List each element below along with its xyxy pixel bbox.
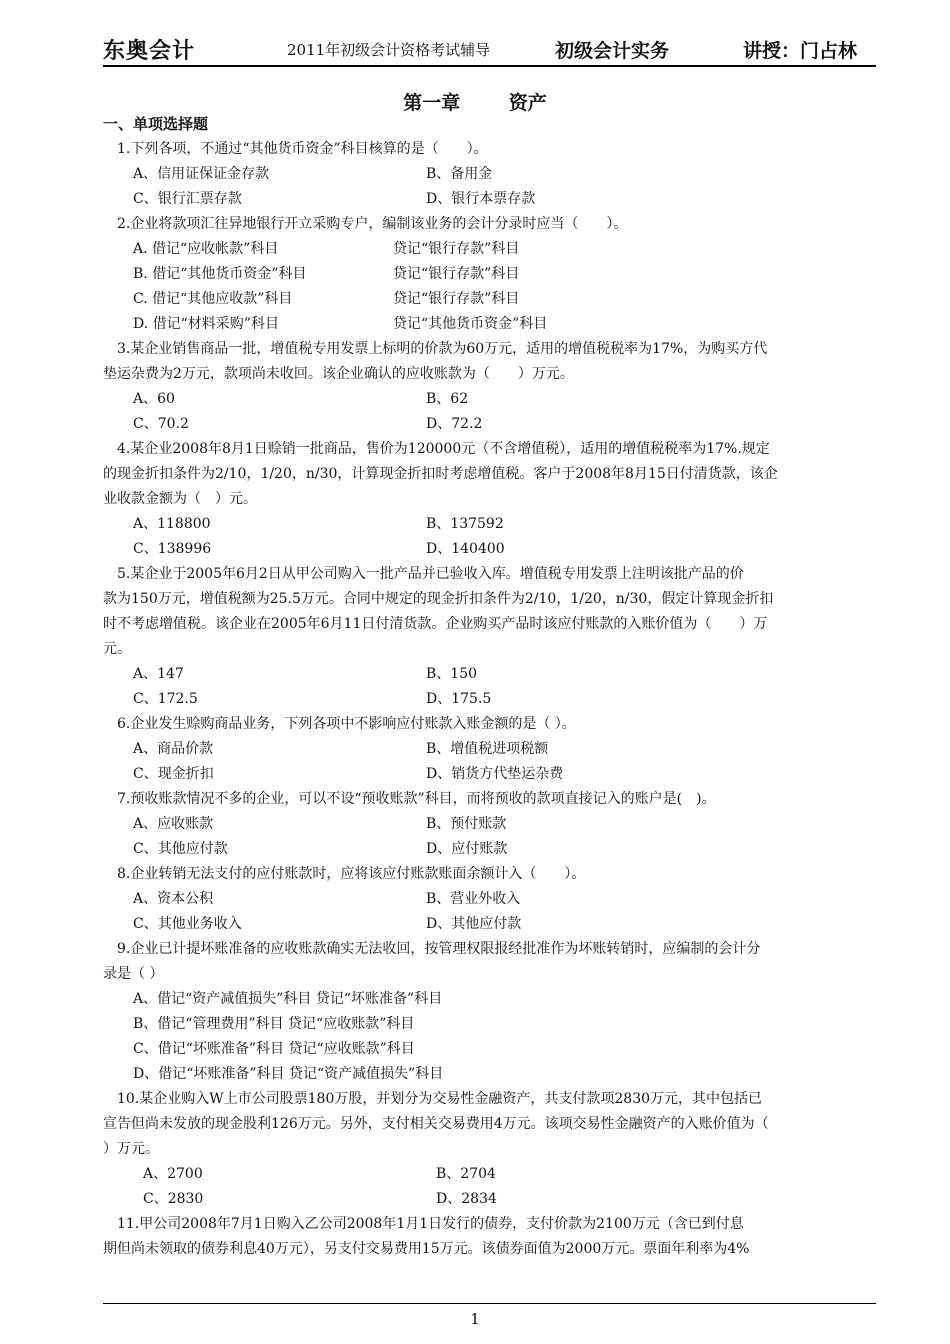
footer-divider [103,1303,876,1304]
question-stem-line: 时不考虑增值税。该企业在2005年6月11日付清货款。企业购买产品时该应付账款的入账价值为（ ）万 [103,616,768,632]
option-a: A、借记“资产减值损失”科目 贷记“坏账准备”科目 [133,991,443,1007]
option-b: B、营业外收入 [426,891,521,907]
question-stem-line: 4.某企业2008年8月1日赊销一批商品，售价为120000元（不含增值税），适用的增值税税率为17%.规定 [117,441,770,457]
option-row [103,287,878,312]
question-stem-line: 期但尚未领取的债券利息40万元），另支付交易费用15万元。该债券面值为2000万元。票面年利率为4% [103,1241,750,1257]
option-b: B、增值税进项税额 [426,741,549,757]
question-stem: 1.下列各项，不通过“其他货币资金”科目核算的是（ ）。 [117,141,488,157]
option-a: A、2700 [143,1166,203,1182]
question-stem-line: 9.企业已计提坏账准备的应收账款确实无法收回，按管理权限报经批准作为坏账转销时，应编制的会计分 [117,941,761,957]
option-row [103,1162,878,1187]
option-c: C、银行汇票存款 [133,191,242,207]
option-a: A、118800 [133,516,211,532]
option-row [103,762,878,787]
option-c-debit: C. 借记“其他应收款”科目 [133,291,293,307]
option-d-credit: 贷记“其他货币资金”科目 [393,316,548,332]
option-row [103,912,878,937]
option-d: D、175.5 [426,691,492,707]
lecturer: 讲授：门占林 [743,40,858,62]
question-stem-line: 元。 [103,641,131,657]
header-divider [103,65,876,67]
option-d: D、应付账款 [426,841,508,857]
option-d: D、银行本票存款 [426,191,536,207]
option-a: A、应收账款 [133,816,214,832]
option-row [103,737,878,762]
question-stem: 2.企业将款项汇往异地银行开立采购专户，编制该业务的会计分录时应当（ ）。 [117,216,628,232]
option-row [103,537,878,562]
option-b: B、150 [426,666,478,682]
option-a: A、资本公积 [133,891,214,907]
option-d: D、72.2 [426,416,483,432]
option-b: B、137592 [426,516,504,532]
option-c: C、其他业务收入 [133,916,242,932]
option-c: C、2830 [143,1191,204,1207]
question-stem-line: 的现金折扣条件为2/10，1/20，n/30，计算现金折扣时考虑增值税。客户于2008年8月15日付清货款，该企 [103,466,778,482]
option-row [103,812,878,837]
option-c: C、其他应付款 [133,841,228,857]
option-row [103,1187,878,1212]
option-row [103,412,878,437]
option-b: B、2704 [436,1166,496,1182]
option-c: C、现金折扣 [133,766,214,782]
question-stem: 8.企业转销无法支付的应付账款时，应将该应付账款账面余额计入（ ）。 [117,866,586,882]
question-stem: 7.预收账款情况不多的企业，可以不设“预收账款”科目，而将预收的款项直接记入的账户是( )。 [117,791,716,807]
option-row [103,162,878,187]
course-title: 初级会计实务 [555,40,670,62]
option-d-debit: D. 借记“材料采购”科目 [133,316,279,332]
question-stem-line: ）万元。 [103,1141,159,1157]
option-a: A、60 [133,391,175,407]
option-row [103,187,878,212]
option-d: D、其他应付款 [426,916,522,932]
option-b: B、62 [426,391,469,407]
question-stem-line: 宣告但尚未发放的现金股利126万元。另外，支付相关交易费用4万元。该项交易性金融资产的入账价值为（ [103,1116,769,1132]
option-c: C、70.2 [133,416,189,432]
question-list [103,137,878,1262]
page-number: 1 [470,1310,480,1328]
option-a-debit: A. 借记“应收帐款”科目 [133,241,279,257]
option-d: D、销货方代垫运杂费 [426,766,564,782]
question-stem: 6.企业发生赊购商品业务，下列各项中不影响应付账款入账金额的是（ ）。 [117,716,576,732]
option-row [103,887,878,912]
option-a: A、信用证保证金存款 [133,166,270,182]
option-c-credit: 贷记“银行存款”科目 [393,291,520,307]
option-row [103,387,878,412]
option-row [103,262,878,287]
option-a-credit: 贷记“银行存款”科目 [393,241,520,257]
option-b: B、预付账款 [426,816,507,832]
page-header [103,34,876,66]
option-d: D、2834 [436,1191,497,1207]
question-stem-line: 3.某企业销售商品一批，增值税专用发票上标明的价款为60万元，适用的增值税税率为17%，为购买方代 [117,341,768,357]
option-row [103,837,878,862]
course-info: 2011年初级会计资格考试辅导 [287,41,491,59]
question-stem-line: 垫运杂费为2万元，款项尚未收回。该企业确认的应收账款为（ ）万元。 [103,366,574,382]
option-a: A、147 [133,666,184,682]
brand-name: 东奥会计 [103,39,196,64]
option-c: C、借记“坏账准备”科目 贷记“应收账款”科目 [133,1041,415,1057]
option-row [103,662,878,687]
option-b: B、借记“管理费用”科目 贷记“应收账款”科目 [133,1016,415,1032]
question-stem-line: 10.某企业购入W上市公司股票180万股，并划分为交易性金融资产，共支付款项2830万元，其中包括已 [117,1091,763,1107]
option-c: C、172.5 [133,691,198,707]
question-stem-line: 5.某企业于2005年6月2日从甲公司购入一批产品并已验收入库。增值税专用发票上注明该批产品的价 [117,566,744,582]
option-b-debit: B. 借记“其他货币资金”科目 [133,266,307,282]
option-row [103,512,878,537]
option-c: C、138996 [133,541,212,557]
question-stem-line: 录是（ ） [103,966,164,982]
option-row [103,237,878,262]
option-d: D、140400 [426,541,505,557]
option-row [103,312,878,337]
option-row [103,687,878,712]
question-stem-line: 业收款金额为（ ）元。 [103,491,257,507]
question-stem-line: 款为150万元，增值税额为25.5万元。合同中规定的现金折扣条件为2/10，1/20，n/30，假定计算现金折扣 [103,591,774,607]
option-a: A、商品价款 [133,741,214,757]
option-b-credit: 贷记“银行存款”科目 [393,266,520,282]
option-b: B、备用金 [426,166,493,182]
section-title: 一、单项选择题 [103,115,209,133]
question-stem-line: 11.甲公司2008年7月1日购入乙公司2008年1月1日发行的债券，支付价款为2100万元（含已到付息 [117,1216,744,1232]
chapter-title: 第一章 资产 [403,92,547,114]
option-d: D、借记“坏账准备”科目 贷记“资产减值损失”科目 [133,1066,444,1082]
